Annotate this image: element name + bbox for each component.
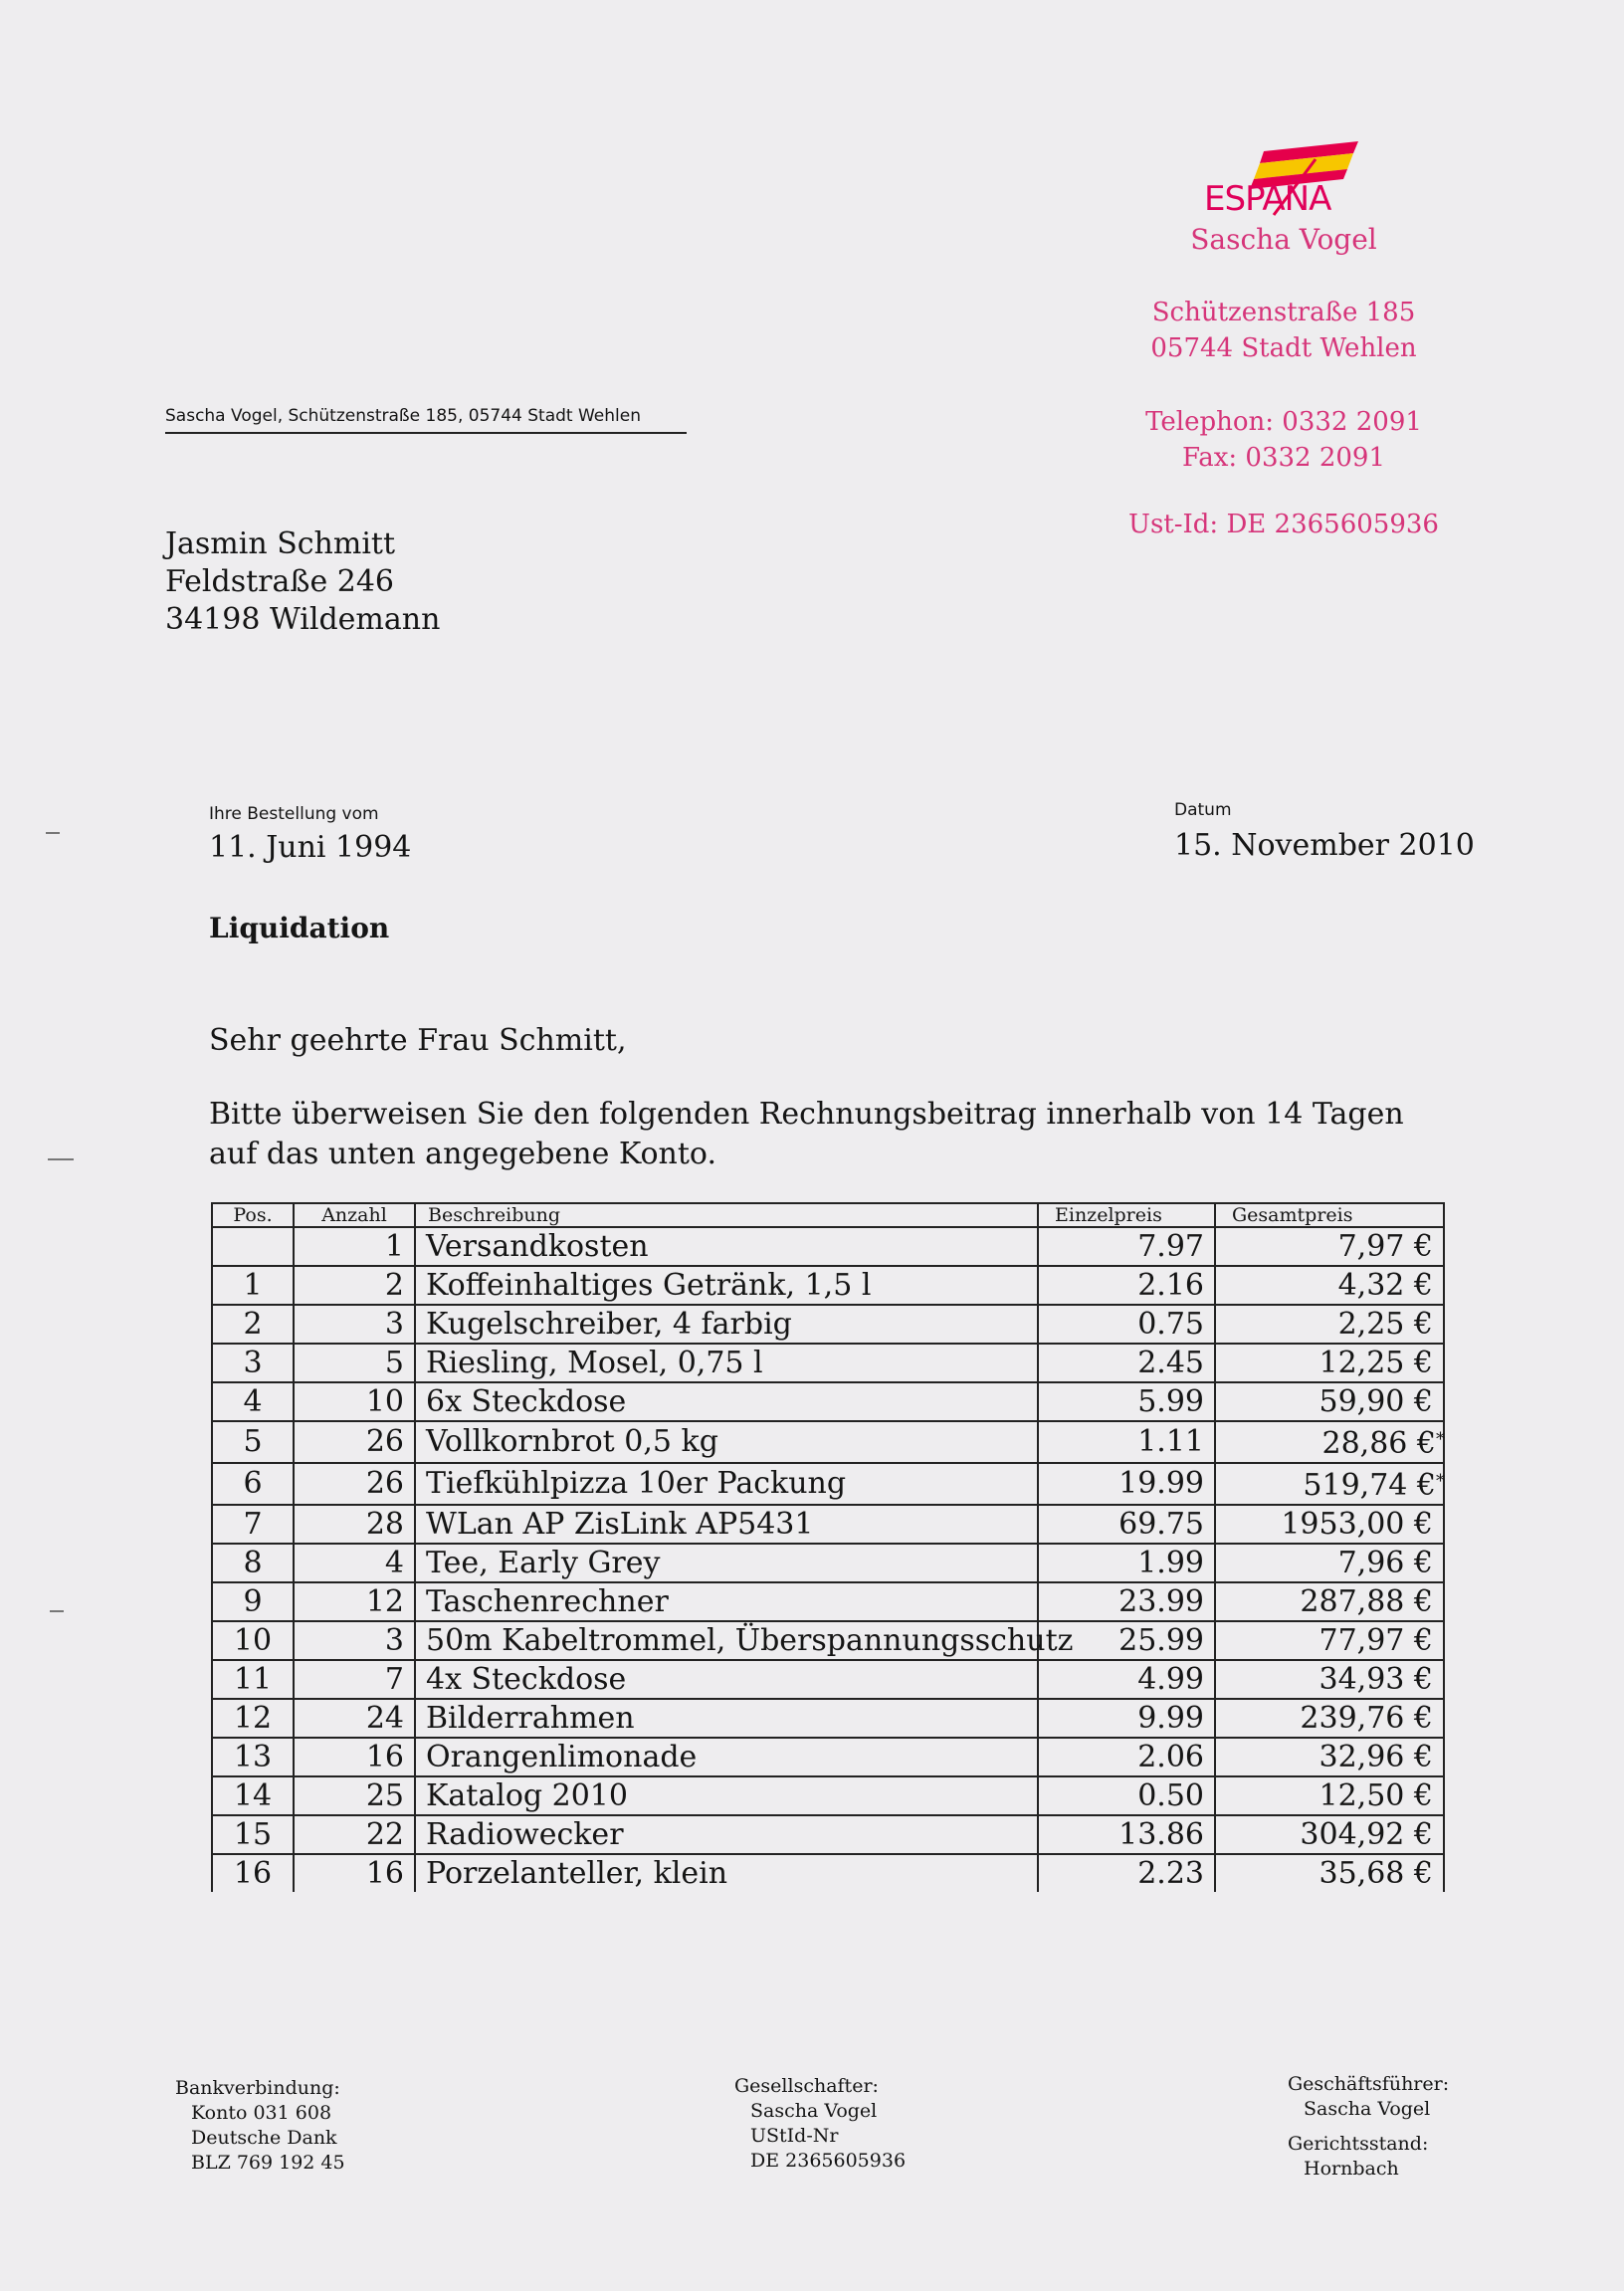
recipient-address: [165, 525, 440, 639]
row-unit-price: [1038, 1421, 1215, 1463]
row-total: [1215, 1227, 1444, 1266]
subject-line: Liquidation: [209, 912, 390, 944]
row-pos-text: 11: [233, 1661, 273, 1697]
row-unit-price: [1038, 1463, 1215, 1505]
row-qty: [294, 1699, 415, 1738]
row-description-text: Koffeinhaltiges Getränk, 1,5 l: [426, 1267, 872, 1303]
row-description: [415, 1344, 1038, 1382]
table-row: [212, 1505, 1444, 1544]
row-qty-text: 7: [384, 1661, 404, 1697]
row-pos-text: 5: [243, 1424, 263, 1459]
row-pos-text: 9: [243, 1583, 263, 1619]
row-pos-text: 13: [233, 1739, 273, 1774]
return-address: Sascha Vogel, Schützenstraße 185, 05744 Stadt Wehlen: [165, 406, 687, 434]
row-description: [415, 1463, 1038, 1505]
row-unit-price: [1038, 1544, 1215, 1582]
row-pos-text: 12: [233, 1700, 273, 1736]
bank-title: Bankverbindung:: [175, 2077, 340, 2099]
table-row: [212, 1266, 1444, 1305]
row-footnote-mark: *: [1436, 1429, 1445, 1450]
row-qty-text: 3: [384, 1306, 404, 1342]
row-pos: [212, 1776, 294, 1815]
invoice-table: [211, 1202, 1445, 1892]
row-qty: [294, 1660, 415, 1699]
table-row: [212, 1660, 1444, 1699]
row-unit-price: [1038, 1815, 1215, 1854]
row-unit-price: [1038, 1854, 1215, 1892]
table-row: [212, 1621, 1444, 1660]
row-pos: [212, 1544, 294, 1582]
manager-title: Geschäftsführer:: [1288, 2073, 1450, 2095]
row-description-text: WLan AP ZisLink AP5431: [426, 1506, 814, 1542]
row-qty-text: 26: [365, 1424, 404, 1459]
row-total-text: 304,92 €: [1300, 1816, 1433, 1852]
row-unit-price: [1038, 1582, 1215, 1621]
row-description-text: Vollkornbrot 0,5 kg: [426, 1424, 718, 1459]
row-total-text: 77,97 €: [1319, 1622, 1433, 1658]
row-qty: [294, 1854, 415, 1892]
row-total-text: 12,50 €: [1319, 1777, 1433, 1813]
manager-name: Sascha Vogel: [1304, 2098, 1431, 2120]
sender-name: Sascha Vogel: [1190, 223, 1377, 256]
court-title: Gerichtsstand:: [1288, 2133, 1429, 2155]
table-row: [212, 1544, 1444, 1582]
row-pos: [212, 1738, 294, 1776]
row-total: [1215, 1738, 1444, 1776]
row-qty: [294, 1305, 415, 1344]
col-header-total: Gesamtpreis: [1215, 1203, 1444, 1227]
row-unit-price-text: 2.16: [1137, 1267, 1204, 1303]
row-description-text: Porzelanteller, klein: [426, 1855, 728, 1891]
row-description-text: Tee, Early Grey: [426, 1545, 661, 1580]
partner-ust-id: DE 2365605936: [750, 2150, 907, 2172]
row-pos-text: 1: [243, 1267, 263, 1303]
row-unit-price-text: 5.99: [1137, 1383, 1204, 1419]
row-total-text: 32,96 €: [1319, 1739, 1433, 1774]
row-qty: [294, 1815, 415, 1854]
table-row: [212, 1582, 1444, 1621]
col-header-description: Beschreibung: [415, 1203, 1038, 1227]
row-description: [415, 1854, 1038, 1892]
row-pos-text: 7: [243, 1506, 263, 1542]
row-description-text: Bilderrahmen: [426, 1700, 635, 1736]
punch-mark: [48, 1158, 74, 1160]
row-total: [1215, 1505, 1444, 1544]
partner-ust-label: UStId-Nr: [750, 2125, 839, 2147]
row-unit-price: [1038, 1776, 1215, 1815]
row-pos-text: 10: [233, 1622, 273, 1658]
row-total: [1215, 1660, 1444, 1699]
row-unit-price-text: 7.97: [1137, 1228, 1204, 1264]
row-pos: [212, 1621, 294, 1660]
row-description-text: Kugelschreiber, 4 farbig: [426, 1306, 792, 1342]
row-total: [1215, 1305, 1444, 1344]
row-qty-text: 22: [365, 1816, 404, 1852]
row-qty-text: 1: [384, 1228, 404, 1264]
row-description: [415, 1815, 1038, 1854]
table-row: [212, 1854, 1444, 1892]
footer-manager: [1288, 2072, 1449, 2182]
row-description: [415, 1776, 1038, 1815]
row-unit-price: [1038, 1738, 1215, 1776]
court-location: Hornbach: [1304, 2158, 1399, 2180]
row-qty: [294, 1227, 415, 1266]
row-description-text: Katalog 2010: [426, 1777, 628, 1813]
body-text: Bitte überweisen Sie den folgenden Rechnungsbeitrag innerhalb von 14 Tagen auf das unten angegebene Konto.: [209, 1097, 1404, 1171]
row-total-text: 7,97 €: [1337, 1228, 1433, 1264]
row-unit-price-text: 0.50: [1137, 1777, 1204, 1813]
row-description: [415, 1505, 1038, 1544]
bank-name: Deutsche Dank: [191, 2127, 337, 2149]
row-description-text: Radiowecker: [426, 1816, 624, 1852]
row-total-text: 2,25 €: [1337, 1306, 1433, 1342]
row-description: [415, 1621, 1074, 1660]
row-qty: [294, 1266, 415, 1305]
row-unit-price: [1038, 1305, 1215, 1344]
fold-mark: [50, 1610, 64, 1612]
row-unit-price-text: 2.45: [1137, 1345, 1204, 1380]
bank-account: Konto 031 608: [191, 2102, 332, 2124]
row-pos: [212, 1660, 294, 1699]
row-qty: [294, 1621, 415, 1660]
row-pos-text: 4: [243, 1383, 263, 1419]
row-total-text: 28,86 €: [1321, 1426, 1436, 1461]
table-row: [212, 1305, 1444, 1344]
row-total-text: 519,74 €: [1303, 1468, 1436, 1503]
espana-logo: [1194, 139, 1373, 219]
sender-address: [1085, 295, 1483, 366]
row-description-text: Versandkosten: [426, 1228, 649, 1264]
row-total: [1215, 1815, 1444, 1854]
table-row: [212, 1382, 1444, 1421]
row-description: [415, 1699, 1038, 1738]
row-qty: [294, 1505, 415, 1544]
table-row: [212, 1421, 1444, 1463]
row-unit-price-text: 69.75: [1118, 1506, 1204, 1542]
row-total-text: 59,90 €: [1319, 1383, 1433, 1419]
row-description-text: 6x Steckdose: [426, 1383, 627, 1419]
col-header-unit-price: Einzelpreis: [1038, 1203, 1215, 1227]
sender-contact: [1085, 404, 1483, 476]
row-description-text: Taschenrechner: [426, 1583, 669, 1619]
row-unit-price: [1038, 1266, 1215, 1305]
row-total-text: 7,96 €: [1337, 1545, 1433, 1580]
row-description-text: 50m Kabeltrommel, Überspannungsschutz: [426, 1622, 1074, 1658]
row-description-text: Tiefkühlpizza 10er Packung: [426, 1466, 847, 1501]
row-unit-price-text: 9.99: [1137, 1700, 1204, 1736]
row-unit-price-text: 1.99: [1137, 1545, 1204, 1580]
date-value: 15. November 2010: [1174, 828, 1475, 863]
row-qty-text: 16: [365, 1855, 404, 1891]
row-pos: [212, 1854, 294, 1892]
footer-partner: [734, 2074, 906, 2174]
row-description: [415, 1660, 1038, 1699]
row-total: [1215, 1854, 1444, 1892]
bank-code: BLZ 769 192 45: [191, 2152, 345, 2174]
row-qty-text: 28: [365, 1506, 404, 1542]
row-unit-price-text: 13.86: [1118, 1816, 1204, 1852]
order-date-label: Ihre Bestellung vom: [209, 804, 379, 824]
date-label: Datum: [1174, 800, 1232, 820]
sender-city: 05744 Stadt Wehlen: [1150, 333, 1417, 363]
row-description: [415, 1382, 1038, 1421]
row-qty-text: 25: [365, 1777, 404, 1813]
table-row: [212, 1227, 1444, 1266]
row-total: [1215, 1776, 1444, 1815]
row-total: [1215, 1544, 1444, 1582]
row-qty-text: 2: [384, 1267, 404, 1303]
row-pos: [212, 1305, 294, 1344]
sender-street: Schützenstraße 185: [1151, 298, 1416, 327]
footer-bank: [175, 2076, 345, 2176]
partner-title: Gesellschafter:: [734, 2075, 879, 2097]
recipient-city: 34198 Wildemann: [165, 602, 441, 637]
row-pos: [212, 1582, 294, 1621]
row-pos: [212, 1344, 294, 1382]
sender-fax: Fax: 0332 2091: [1181, 443, 1386, 473]
row-footnote-mark: *: [1436, 1471, 1445, 1492]
table-row: [212, 1776, 1444, 1815]
row-total: [1215, 1621, 1444, 1660]
row-pos-text: 14: [233, 1777, 273, 1813]
col-header-pos: Pos.: [212, 1203, 294, 1227]
row-qty: [294, 1582, 415, 1621]
row-total: [1215, 1382, 1444, 1421]
row-pos: [212, 1815, 294, 1854]
row-qty-text: 4: [384, 1545, 404, 1580]
row-total-text: 239,76 €: [1300, 1700, 1433, 1736]
row-unit-price-text: 1.11: [1137, 1424, 1204, 1459]
row-total-text: 4,32 €: [1337, 1267, 1433, 1303]
row-unit-price-text: 0.75: [1137, 1306, 1204, 1342]
row-pos: [212, 1505, 294, 1544]
partner-name: Sascha Vogel: [750, 2100, 878, 2122]
row-total: [1215, 1463, 1444, 1505]
row-total: [1215, 1266, 1444, 1305]
row-qty: [294, 1421, 415, 1463]
row-pos: [212, 1421, 294, 1463]
row-qty-text: 3: [384, 1622, 404, 1658]
row-pos: [212, 1463, 294, 1505]
logo-text: ESPAÑA: [1204, 179, 1331, 219]
row-unit-price: [1038, 1382, 1215, 1421]
row-total-text: 287,88 €: [1300, 1583, 1433, 1619]
row-qty: [294, 1382, 415, 1421]
row-total: [1215, 1421, 1444, 1463]
row-qty-text: 5: [384, 1345, 404, 1380]
row-qty: [294, 1776, 415, 1815]
recipient-street: Feldstraße 246: [165, 564, 394, 599]
row-pos-text: 15: [233, 1816, 273, 1852]
row-total: [1215, 1582, 1444, 1621]
row-total-text: 1953,00 €: [1281, 1506, 1433, 1542]
table-row: [212, 1815, 1444, 1854]
sender-phone: Telephon: 0332 2091: [1145, 407, 1422, 437]
row-unit-price-text: 25.99: [1118, 1622, 1204, 1658]
row-unit-price: [1038, 1660, 1215, 1699]
salutation: Sehr geehrte Frau Schmitt,: [209, 1023, 627, 1058]
row-unit-price-text: 2.06: [1137, 1739, 1204, 1774]
row-qty-text: 26: [365, 1466, 404, 1501]
row-pos-text: 3: [243, 1345, 263, 1380]
row-pos: [212, 1699, 294, 1738]
row-unit-price-text: 19.99: [1118, 1466, 1204, 1501]
row-pos: [212, 1227, 294, 1266]
row-description: [415, 1738, 1038, 1776]
row-total-text: 35,68 €: [1319, 1855, 1433, 1891]
row-total-text: 34,93 €: [1319, 1661, 1433, 1697]
row-description: [415, 1544, 1038, 1582]
row-unit-price-text: 2.23: [1137, 1855, 1204, 1891]
order-date: 11. Juni 1994: [209, 830, 412, 865]
table-row: [212, 1738, 1444, 1776]
row-pos: [212, 1382, 294, 1421]
row-pos-text: 16: [233, 1855, 273, 1891]
row-qty-text: 10: [365, 1383, 404, 1419]
row-description-text: Riesling, Mosel, 0,75 l: [426, 1345, 763, 1380]
row-description-text: 4x Steckdose: [426, 1661, 627, 1697]
row-unit-price: [1038, 1344, 1215, 1382]
row-unit-price: [1038, 1227, 1215, 1266]
row-description: [415, 1582, 1038, 1621]
table-row: [212, 1344, 1444, 1382]
row-pos-text: 6: [243, 1466, 263, 1501]
table-row: [212, 1699, 1444, 1738]
row-qty: [294, 1544, 415, 1582]
row-unit-price: [1038, 1699, 1215, 1738]
row-description: [415, 1421, 1038, 1463]
row-unit-price-text: 4.99: [1137, 1661, 1204, 1697]
row-qty-text: 12: [365, 1583, 404, 1619]
row-total: [1215, 1699, 1444, 1738]
table-header-row: [212, 1203, 1444, 1227]
row-unit-price-text: 23.99: [1118, 1583, 1204, 1619]
row-total: [1215, 1344, 1444, 1382]
row-qty: [294, 1738, 415, 1776]
col-header-qty: Anzahl: [294, 1203, 415, 1227]
row-pos-text: 2: [243, 1306, 263, 1342]
row-qty-text: 16: [365, 1739, 404, 1774]
row-unit-price: [1038, 1505, 1215, 1544]
invoice-table-body: [212, 1227, 1444, 1892]
row-description-text: Orangenlimonade: [426, 1739, 698, 1774]
row-qty: [294, 1463, 415, 1505]
row-description: [415, 1227, 1038, 1266]
row-description: [415, 1266, 1038, 1305]
row-description: [415, 1305, 1038, 1344]
table-row: [212, 1463, 1444, 1505]
row-qty: [294, 1344, 415, 1382]
row-qty-text: 24: [365, 1700, 404, 1736]
row-pos-text: 8: [243, 1545, 263, 1580]
row-pos: [212, 1266, 294, 1305]
recipient-name: Jasmin Schmitt: [165, 526, 396, 561]
row-total-text: 12,25 €: [1319, 1345, 1433, 1380]
sender-ust-id: Ust-Id: DE 2365605936: [1128, 510, 1439, 539]
fold-mark: [46, 832, 60, 834]
